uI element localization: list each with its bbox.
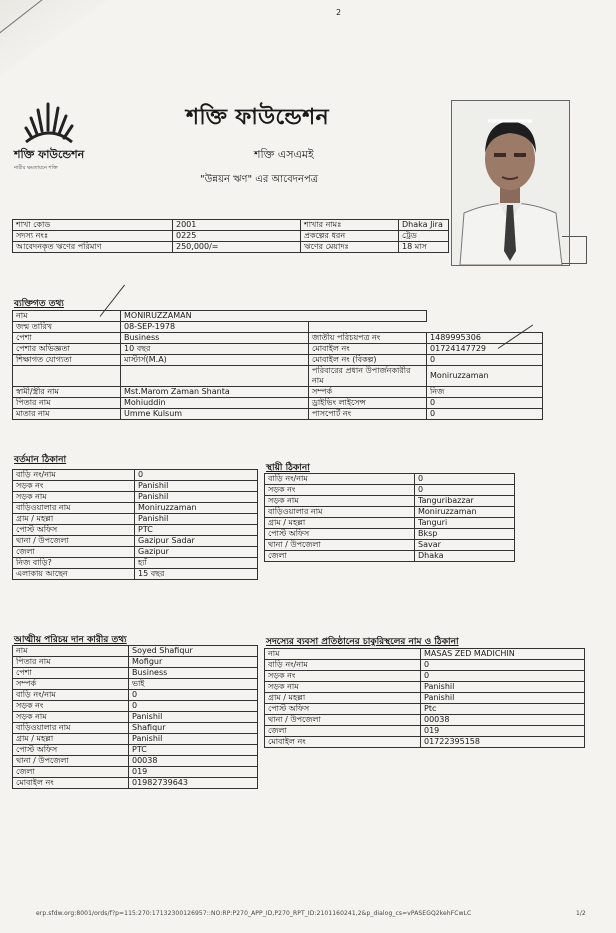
table-row <box>13 322 543 333</box>
field-label: জেলা <box>265 726 421 737</box>
table-row <box>13 668 258 679</box>
field-label: আবেদনকৃত ঋণের পরিমাণ <box>13 242 173 253</box>
field-value: Dhaka <box>415 551 515 562</box>
field-value: ট্রেড <box>399 231 449 242</box>
table-row <box>265 649 585 660</box>
field-value: 0 <box>129 701 258 712</box>
field-value: 00038 <box>129 756 258 767</box>
field-label: জেলা <box>13 547 135 558</box>
field-label: স্বামী/স্ত্রীর নাম <box>13 387 121 398</box>
field-value: PTC <box>135 525 258 536</box>
field-label: মাতার নাম <box>13 409 121 420</box>
field-value: Business <box>129 668 258 679</box>
field-value: Mohiuddin <box>121 398 309 409</box>
field-label: ঋণের মেয়াদঃ <box>301 242 399 253</box>
field-label: জন্ম তারিখ <box>13 322 121 333</box>
sun-logo-icon <box>22 98 76 144</box>
field-label: পাসপোর্ট নং <box>309 409 427 420</box>
field-label: বাড়ি নং/নাম <box>13 470 135 481</box>
table-row <box>13 679 258 690</box>
field-label: বাড়ি নং/নাম <box>13 690 129 701</box>
table-row <box>265 507 515 518</box>
table-row <box>13 398 543 409</box>
field-label: পোস্ট অফিস <box>13 525 135 536</box>
table-row <box>13 712 258 723</box>
relative-info-heading: আত্মীয় পরিচয় দান কারীর তথ্য <box>14 635 127 645</box>
field-value: 01722395158 <box>421 737 585 748</box>
table-row <box>13 701 258 712</box>
field-label: শাখা কোড <box>13 220 173 231</box>
field-value: 10 বছর <box>121 344 309 355</box>
field-label: গ্রাম / মহল্লা <box>265 693 421 704</box>
table-row <box>13 547 258 558</box>
field-label: সড়ক নং <box>13 701 129 712</box>
field-label: সড়ক নাম <box>265 496 415 507</box>
table-row <box>265 704 585 715</box>
relative-info-table <box>12 645 258 789</box>
field-value: Moniruzzaman <box>135 503 258 514</box>
field-label <box>13 366 121 387</box>
field-value <box>427 322 543 333</box>
table-row <box>13 536 258 547</box>
field-label: সড়ক নং <box>13 481 135 492</box>
field-value: MASAS ZED MADICHIN <box>421 649 585 660</box>
table-row <box>13 409 543 420</box>
permanent-address-heading: স্থায়ী ঠিকানা <box>266 463 310 473</box>
permanent-address-table <box>264 473 515 562</box>
field-value: 0 <box>427 409 543 420</box>
field-value: 019 <box>421 726 585 737</box>
field-value: Panishil <box>129 734 258 745</box>
table-row <box>13 242 449 253</box>
field-value: Ptc <box>421 704 585 715</box>
table-row <box>265 682 585 693</box>
table-row <box>13 569 258 580</box>
field-value: PTC <box>129 745 258 756</box>
field-value: Mst.Marom Zaman Shanta <box>121 387 309 398</box>
table-row <box>13 470 258 481</box>
field-value: Business <box>121 333 309 344</box>
field-label: ড্রাইভিং লাইসেন্স <box>309 398 427 409</box>
folded-corner <box>0 0 110 80</box>
field-value: Panishil <box>135 514 258 525</box>
field-label: সড়ক নাম <box>13 492 135 503</box>
field-label: জেলা <box>265 551 415 562</box>
field-label: সম্পর্ক <box>13 679 129 690</box>
present-address-heading: বর্তমান ঠিকানা <box>14 455 67 465</box>
field-value: মাস্টার্স(M.A) <box>121 355 309 366</box>
field-label: বাড়ি নং/নাম <box>265 660 421 671</box>
field-label: বাড়ি নং/নাম <box>265 474 415 485</box>
form-title: "উন্নয়ন ঋণ" এর আবেদনপত্র <box>200 174 319 185</box>
field-label: থানা / উপজেলা <box>13 756 129 767</box>
field-label: বাড়িওয়ালার নাম <box>13 503 135 514</box>
table-row <box>13 734 258 745</box>
field-label: গ্রাম / মহল্লা <box>265 518 415 529</box>
field-value: Tanguri <box>415 518 515 529</box>
table-row <box>265 540 515 551</box>
table-row <box>13 657 258 668</box>
logo-tagline: নারীর ক্ষমতায়নে শক্তি <box>14 165 58 171</box>
summary-table <box>12 219 449 253</box>
table-row <box>265 485 515 496</box>
field-value: Umme Kulsum <box>121 409 309 420</box>
field-label: থানা / উপজেলা <box>13 536 135 547</box>
field-value: Panishil <box>135 492 258 503</box>
field-value: Shafiqur <box>129 723 258 734</box>
field-value: নিজ <box>427 387 543 398</box>
field-label: পিতার নাম <box>13 657 129 668</box>
field-label: নাম <box>13 646 129 657</box>
present-address-table <box>12 469 258 580</box>
table-row <box>13 690 258 701</box>
table-row <box>13 745 258 756</box>
table-row <box>265 660 585 671</box>
field-value: Mofigur <box>129 657 258 668</box>
field-value: 01724147729 <box>427 344 543 355</box>
field-value: 0 <box>427 398 543 409</box>
field-label: সড়ক নং <box>265 671 421 682</box>
field-label: পোস্ট অফিস <box>265 704 421 715</box>
photo-frame <box>562 236 587 264</box>
field-label: মোবাইল নং (বিকল্প) <box>309 355 427 366</box>
field-label: সড়ক নং <box>265 485 415 496</box>
table-row <box>13 503 258 514</box>
table-row <box>13 756 258 767</box>
field-label: শিক্ষাগত যোগ্যতা <box>13 355 121 366</box>
field-label: সদস্য নংঃ <box>13 231 173 242</box>
table-row <box>13 778 258 789</box>
field-value: Dhaka Jira <box>399 220 449 231</box>
field-value: 0 <box>135 470 258 481</box>
field-value: 00038 <box>421 715 585 726</box>
table-row <box>13 514 258 525</box>
field-value: Soyed Shafiqur <box>129 646 258 657</box>
field-value: 0 <box>421 660 585 671</box>
field-label: সড়ক নাম <box>265 682 421 693</box>
field-value: Moniruzzaman <box>415 507 515 518</box>
page-subtitle: শক্তি এসএমই <box>254 148 314 161</box>
footer-url: erp.sfdw.org:8001/ords/f?p=115:270:17132300126957::NO:RP:P270_APP_ID,P270_RPT_ID:2101160241,2&p_dialog_cs=vPASEGQ2kehFCwLC <box>36 910 472 917</box>
logo-name: শক্তি ফাউন্ডেশন <box>14 148 85 161</box>
table-row <box>265 518 515 529</box>
field-label: পেশা <box>13 668 129 679</box>
field-label: থানা / উপজেলা <box>265 715 421 726</box>
foundation-logo <box>14 98 98 173</box>
field-label: পিতার নাম <box>13 398 121 409</box>
field-value: 1489995306 <box>427 333 543 344</box>
field-label: জাতীয় পরিচয়পত্র নং <box>309 333 427 344</box>
table-row <box>265 737 585 748</box>
field-label: পেশা <box>13 333 121 344</box>
field-label: নাম <box>265 649 421 660</box>
table-row <box>13 355 543 366</box>
table-row <box>13 767 258 778</box>
table-row <box>13 646 258 657</box>
table-row <box>13 492 258 503</box>
field-value: হ্যাঁ <box>135 558 258 569</box>
field-label: নাম <box>13 311 121 322</box>
field-value: 0225 <box>173 231 301 242</box>
field-value: 0 <box>415 474 515 485</box>
field-value: Panishil <box>135 481 258 492</box>
field-value: 08-SEP-1978 <box>121 322 309 333</box>
page-title: শক্তি ফাউন্ডেশন <box>186 105 329 130</box>
field-value: 2001 <box>173 220 301 231</box>
field-value <box>121 366 309 387</box>
table-row <box>13 481 258 492</box>
field-value: Savar <box>415 540 515 551</box>
field-label: শাখার নামঃ <box>301 220 399 231</box>
field-value: Panishil <box>421 693 585 704</box>
table-row <box>13 366 543 387</box>
table-row <box>13 220 449 231</box>
field-value: 0 <box>129 690 258 701</box>
table-row <box>13 311 543 322</box>
field-value: 250,000/= <box>173 242 301 253</box>
field-label: মোবাইল নং <box>309 344 427 355</box>
field-label: বাড়িওয়ালার নাম <box>13 723 129 734</box>
field-label <box>309 322 427 333</box>
table-row <box>265 551 515 562</box>
table-row <box>265 671 585 682</box>
table-row <box>13 344 543 355</box>
field-label: প্রকল্পের ধরন <box>301 231 399 242</box>
field-label: মোবাইল নং <box>265 737 421 748</box>
table-row <box>13 333 543 344</box>
field-label: গ্রাম / মহল্লা <box>13 514 135 525</box>
table-row <box>13 723 258 734</box>
field-value: 18 মাস <box>399 242 449 253</box>
personal-info-table <box>12 310 543 420</box>
field-label: সড়ক নাম <box>13 712 129 723</box>
field-value: 01982739643 <box>129 778 258 789</box>
field-label: নিজ বাড়ি? <box>13 558 135 569</box>
table-row <box>13 387 543 398</box>
table-row <box>265 693 585 704</box>
table-row <box>13 231 449 242</box>
table-row <box>13 525 258 536</box>
field-value: 019 <box>129 767 258 778</box>
table-row <box>265 715 585 726</box>
field-value: Panishil <box>421 682 585 693</box>
table-row <box>265 496 515 507</box>
field-value: Moniruzzaman <box>427 366 543 387</box>
field-value: Tanguribazzar <box>415 496 515 507</box>
field-value: 15 বছর <box>135 569 258 580</box>
field-label: পেশার অভিজ্ঞতা <box>13 344 121 355</box>
field-value: 0 <box>421 671 585 682</box>
field-value: ভাই <box>129 679 258 690</box>
personal-info-heading: ব্যক্তিগত তথ্য <box>14 299 64 309</box>
table-row <box>265 529 515 540</box>
field-label: বাড়িওয়ালার নাম <box>265 507 415 518</box>
table-row <box>13 558 258 569</box>
field-label: সম্পর্ক <box>309 387 427 398</box>
business-address-table <box>264 648 585 748</box>
applicant-photo <box>451 100 570 266</box>
field-value: 0 <box>415 485 515 496</box>
field-value: Gazipur <box>135 547 258 558</box>
table-row <box>265 474 515 485</box>
applicant-name: MONIRUZZAMAN <box>121 311 427 322</box>
page-number: 2 <box>336 8 342 17</box>
field-label: এলাকায় আছেন <box>13 569 135 580</box>
field-label: মোবাইল নং <box>13 778 129 789</box>
field-label: জেলা <box>13 767 129 778</box>
field-label: থানা / উপজেলা <box>265 540 415 551</box>
table-row <box>265 726 585 737</box>
footer-page-count: 1/2 <box>576 910 586 917</box>
field-label: গ্রাম / মহল্লা <box>13 734 129 745</box>
field-value: Bksp <box>415 529 515 540</box>
business-address-heading: সদস্যের ব্যবসা প্রতিষ্ঠানের চাকুরিস্থলের নাম ও ঠিকানা <box>266 637 459 647</box>
field-value: 0 <box>427 355 543 366</box>
field-label: পরিবারের প্রধান উপার্জনকারীর নাম <box>309 366 427 387</box>
field-label: পোস্ট অফিস <box>265 529 415 540</box>
field-value: Panishil <box>129 712 258 723</box>
field-value: Gazipur Sadar <box>135 536 258 547</box>
field-label: পোস্ট অফিস <box>13 745 129 756</box>
